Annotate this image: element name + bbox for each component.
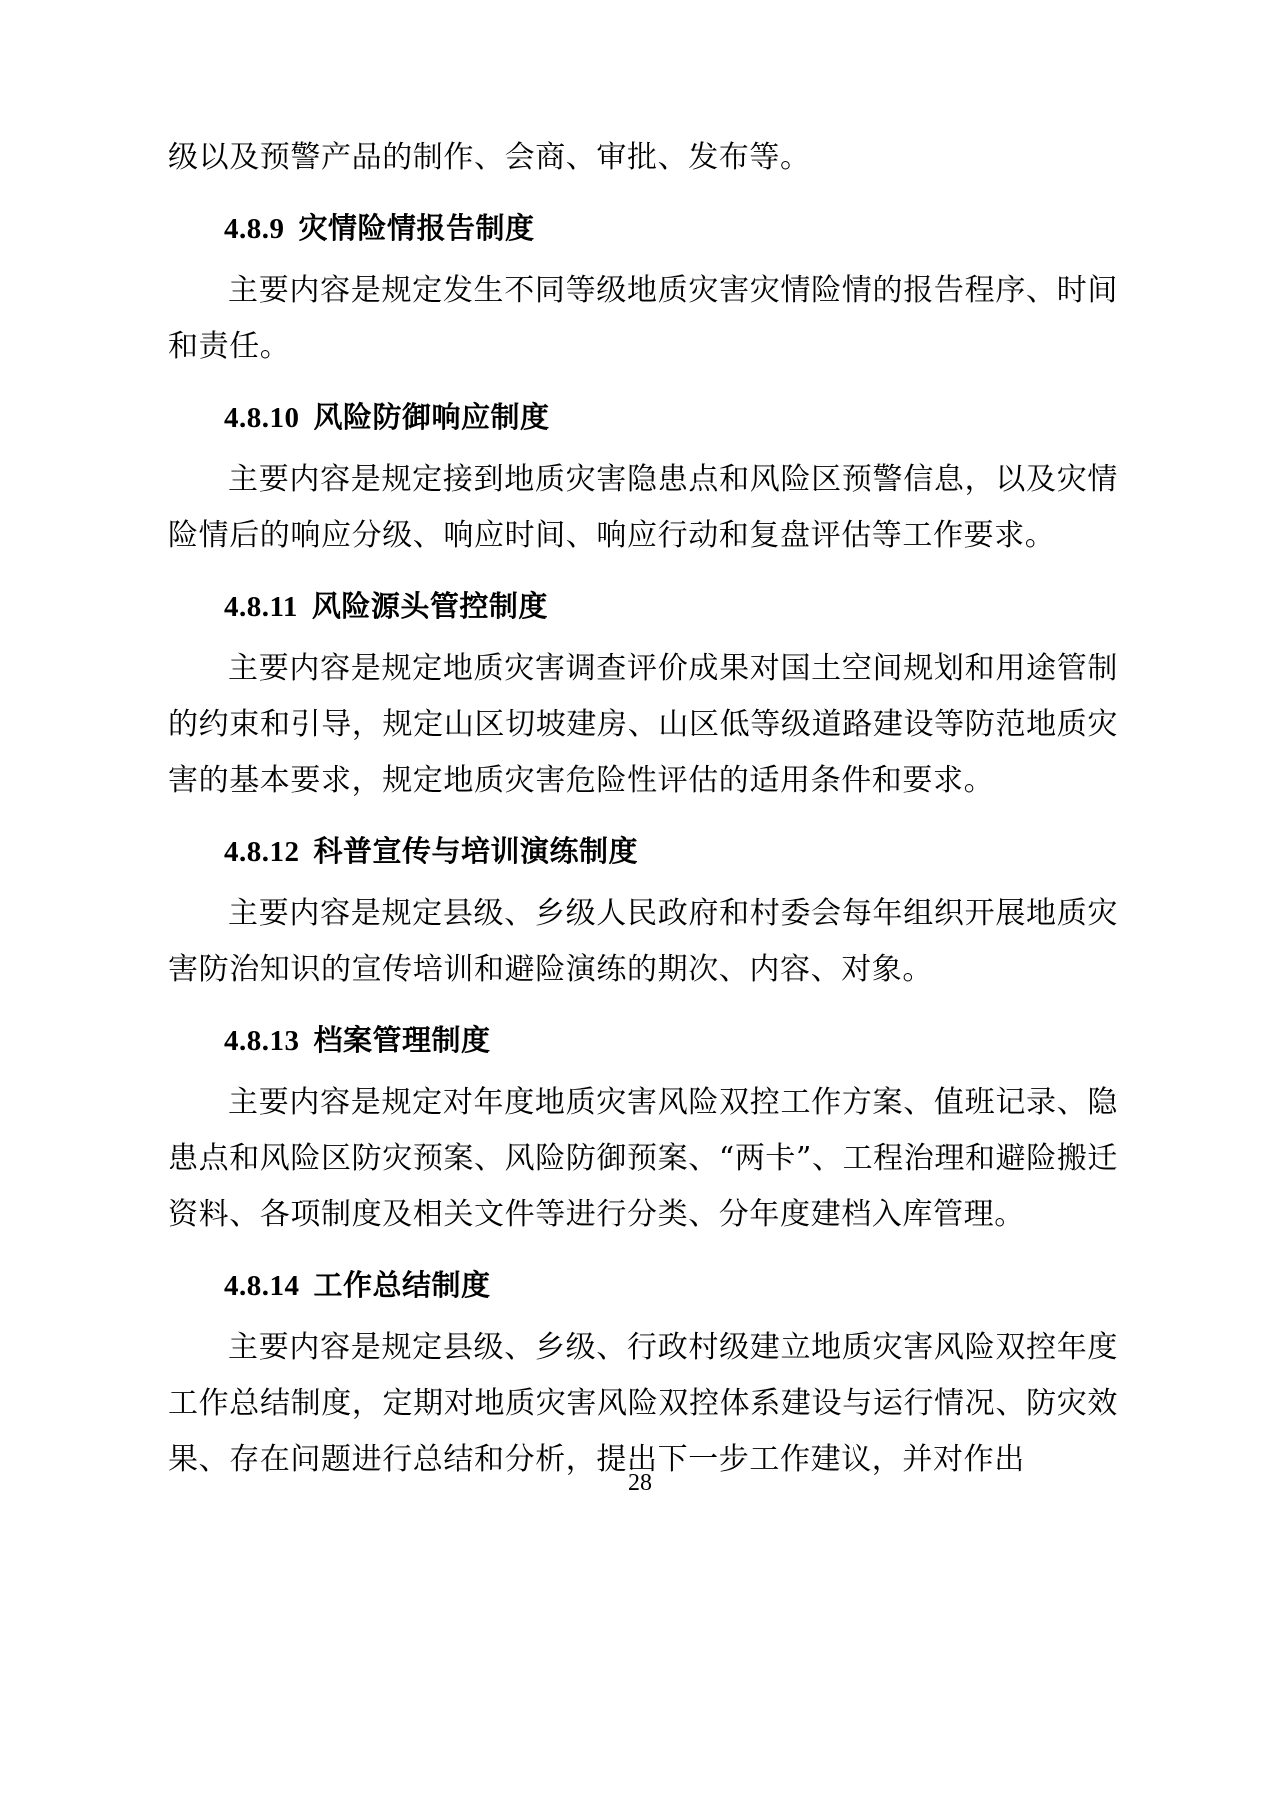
- section-number: 4.8.13: [224, 1025, 300, 1057]
- section-title: 科普宣传与培训演练制度: [313, 834, 639, 868]
- section-title: 风险防御响应制度: [313, 400, 550, 434]
- section-title: 工作总结制度: [313, 1268, 491, 1302]
- section-number: 4.8.12: [224, 836, 300, 868]
- section-heading: [168, 578, 1118, 635]
- paragraph: 主要内容是规定县级、乡级人民政府和村委会每年组织开展地质灾害防治知识的宣传培训和避险演练的期次、内容、对象。: [168, 896, 1118, 987]
- paragraph: 主要内容是规定地质灾害调查评价成果对国土空间规划和用途管制的约束和引导，规定山区切坡建房、山区低等级道路建设等防范地质灾害的基本要求，规定地质灾害危险性评估的适用条件和要求。: [168, 651, 1118, 798]
- paragraph: 级以及预警产品的制作、会商、审批、发布等。: [168, 140, 811, 175]
- section-number: 4.8.14: [224, 1270, 300, 1302]
- paragraph: 主要内容是规定对年度地质灾害风险双控工作方案、值班记录、隐患点和风险区防灾预案、风险防御预案、“两卡”、工程治理和避险搬迁资料、各项制度及相关文件等进行分类、分年度建档入库管理。: [168, 1085, 1118, 1232]
- section-heading: [168, 389, 1118, 446]
- section-number: 4.8.9: [224, 213, 285, 245]
- section-number: 4.8.11: [224, 591, 298, 623]
- section-heading: [168, 200, 1118, 257]
- page-number: 28: [628, 1470, 652, 1496]
- section-heading: [168, 1257, 1118, 1314]
- paragraph: 主要内容是规定接到地质灾害隐患点和风险区预警信息，以及灾情险情后的响应分级、响应时间、响应行动和复盘评估等工作要求。: [168, 462, 1118, 553]
- section-title: 灾情险情报告制度: [298, 211, 535, 245]
- paragraph: 主要内容是规定县级、乡级、行政村级建立地质灾害风险双控年度工作总结制度，定期对地质灾害风险双控体系建设与运行情况、防灾效果、存在问题进行总结和分析，提出下一步工作建议，并对作出: [168, 1330, 1118, 1477]
- page-body: [168, 130, 1118, 1494]
- section-heading: [168, 823, 1118, 880]
- section-title: 档案管理制度: [313, 1023, 491, 1057]
- section-number: 4.8.10: [224, 402, 300, 434]
- paragraph: 主要内容是规定发生不同等级地质灾害灾情险情的报告程序、时间和责任。: [168, 273, 1118, 364]
- section-title: 风险源头管控制度: [311, 589, 548, 623]
- section-heading: [168, 1012, 1118, 1069]
